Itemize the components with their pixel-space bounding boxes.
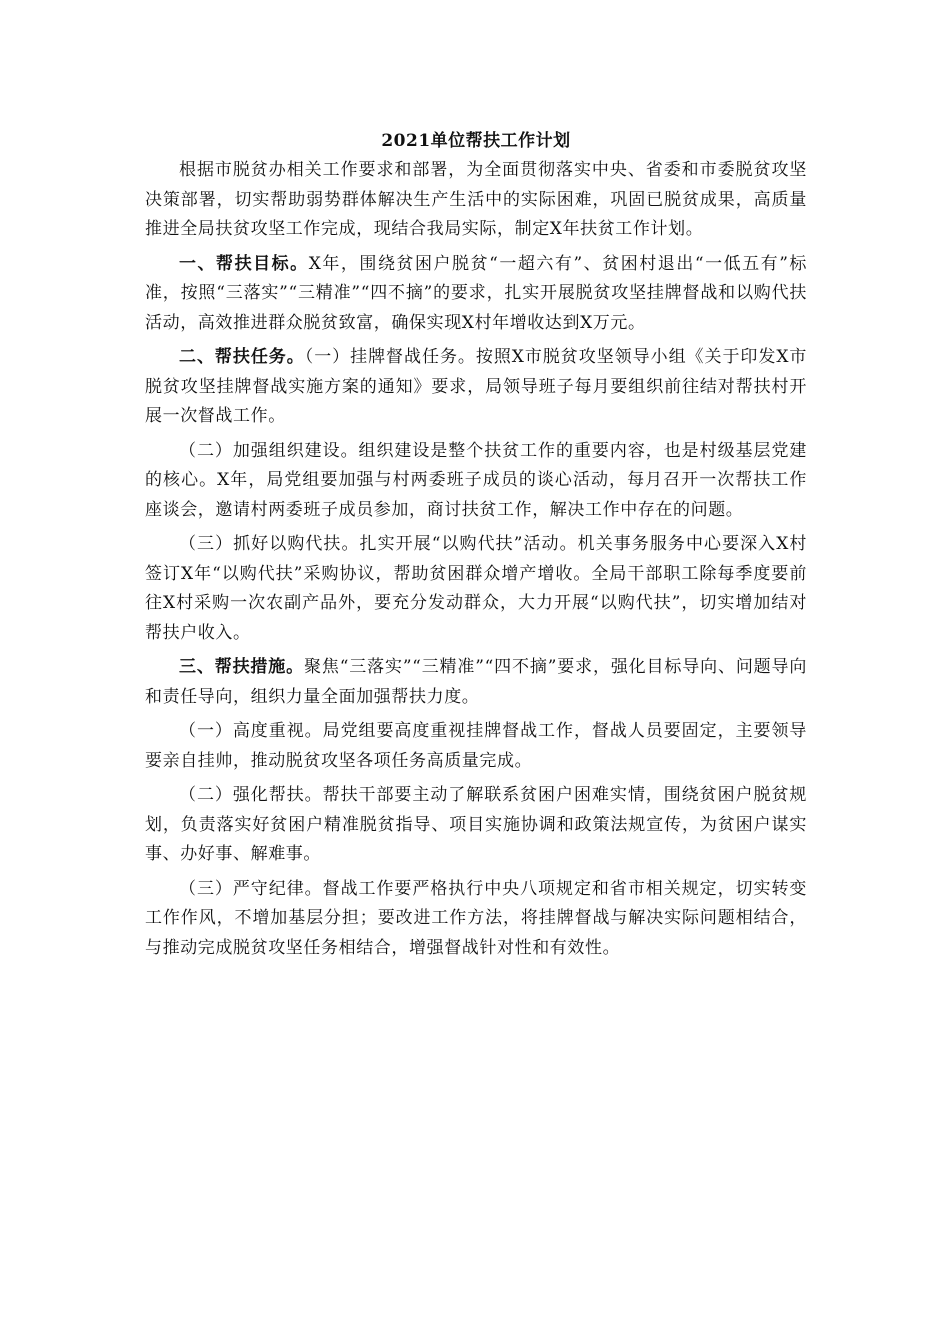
- paragraph-measure-attention: [145, 717, 807, 776]
- paragraph-text: X年，围绕贫困户脱贫“一超六有”、贫困村退出“一低五有”标准，按照“三落实”“三精准”“四不摘”的要求，扎实开展脱贫攻坚挂牌督战和以购代扶活动，高效推进群众脱贫致富，确保实现X村年增收达到X万元。: [145, 253, 808, 333]
- paragraph-text: 聚焦“三落实”“三精准”“四不摘”要求，强化目标导向、问题导向和责任导向，组织力量全面加强帮扶力度。: [145, 657, 807, 707]
- document-page: [145, 126, 807, 968]
- paragraph-tasks: [145, 343, 807, 432]
- paragraph-intro: [145, 156, 807, 245]
- paragraph-text: （三）严守纪律。督战工作要严格执行中央八项规定和省市相关规定，切实转变工作作风，不增加基层分担；要改进工作方法，将挂牌督战与解决实际问题相结合，与推动完成脱贫攻坚任务相结合，增强督战针对性和有效性。: [145, 878, 807, 958]
- paragraph-goal: [145, 250, 807, 339]
- paragraph-text: 根据市脱贫办相关工作要求和部署，为全面贯彻落实中央、省委和市委脱贫攻坚决策部署，切实帮助弱势群体解决生产生活中的实际困难，巩固已脱贫成果，高质量推进全局扶贫攻坚工作完成，现结合我局实际，制定X年扶贫工作计划。: [145, 160, 807, 239]
- paragraph-text: （一）挂牌督战任务。按照X市脱贫攻坚领导小组《关于印发X市脱贫攻坚挂牌督战实施方案的通知》要求，局领导班子每月要组织前往结对帮扶村开展一次督战工作。: [145, 347, 808, 426]
- document-title: 2021单位帮扶工作计划: [381, 131, 571, 151]
- paragraph-lead: 二、帮扶任务。: [179, 347, 305, 367]
- paragraph-text: （二）加强组织建设。组织建设是整个扶贫工作的重要内容，也是村级基层党建的核心。X年，局党组要加强与村两委班子成员的谈心活动，每月召开一次帮扶工作座谈会，邀请村两委班子成员参加，商讨扶贫工作，解决工作中存在的问题。: [145, 440, 807, 520]
- paragraph-text: （一）高度重视。局党组要高度重视挂牌督战工作，督战人员要固定，主要领导要亲自挂帅，推动脱贫攻坚各项任务高质量完成。: [145, 721, 807, 771]
- paragraph-measure-support: [145, 781, 807, 870]
- paragraph-measure-discipline: [145, 875, 807, 964]
- paragraph-lead: 三、帮扶措施。: [179, 657, 305, 677]
- paragraph-lead: 一、帮扶目标。: [179, 253, 309, 274]
- paragraph-task-purchase: [145, 530, 807, 648]
- paragraph-text: （二）强化帮扶。帮扶干部要主动了解联系贫困户困难实情，围绕贫困户脱贫规划，负责落实好贫困户精准脱贫指导、项目实施协调和政策法规宣传，为贫困户谋实事、办好事、解难事。: [145, 785, 807, 864]
- paragraph-text: （三）抓好以购代扶。扎实开展“以购代扶”活动。机关事务服务中心要深入X村签订X年“以购代扶”采购协议，帮助贫困群众增产增收。全局干部职工除每季度要前往X村采购一次农副产品外，要充分发动群众，大力开展“以购代扶”，切实增加结对帮扶户收入。: [145, 534, 807, 643]
- paragraph-task-organization: [145, 437, 807, 526]
- paragraph-measures: [145, 653, 807, 712]
